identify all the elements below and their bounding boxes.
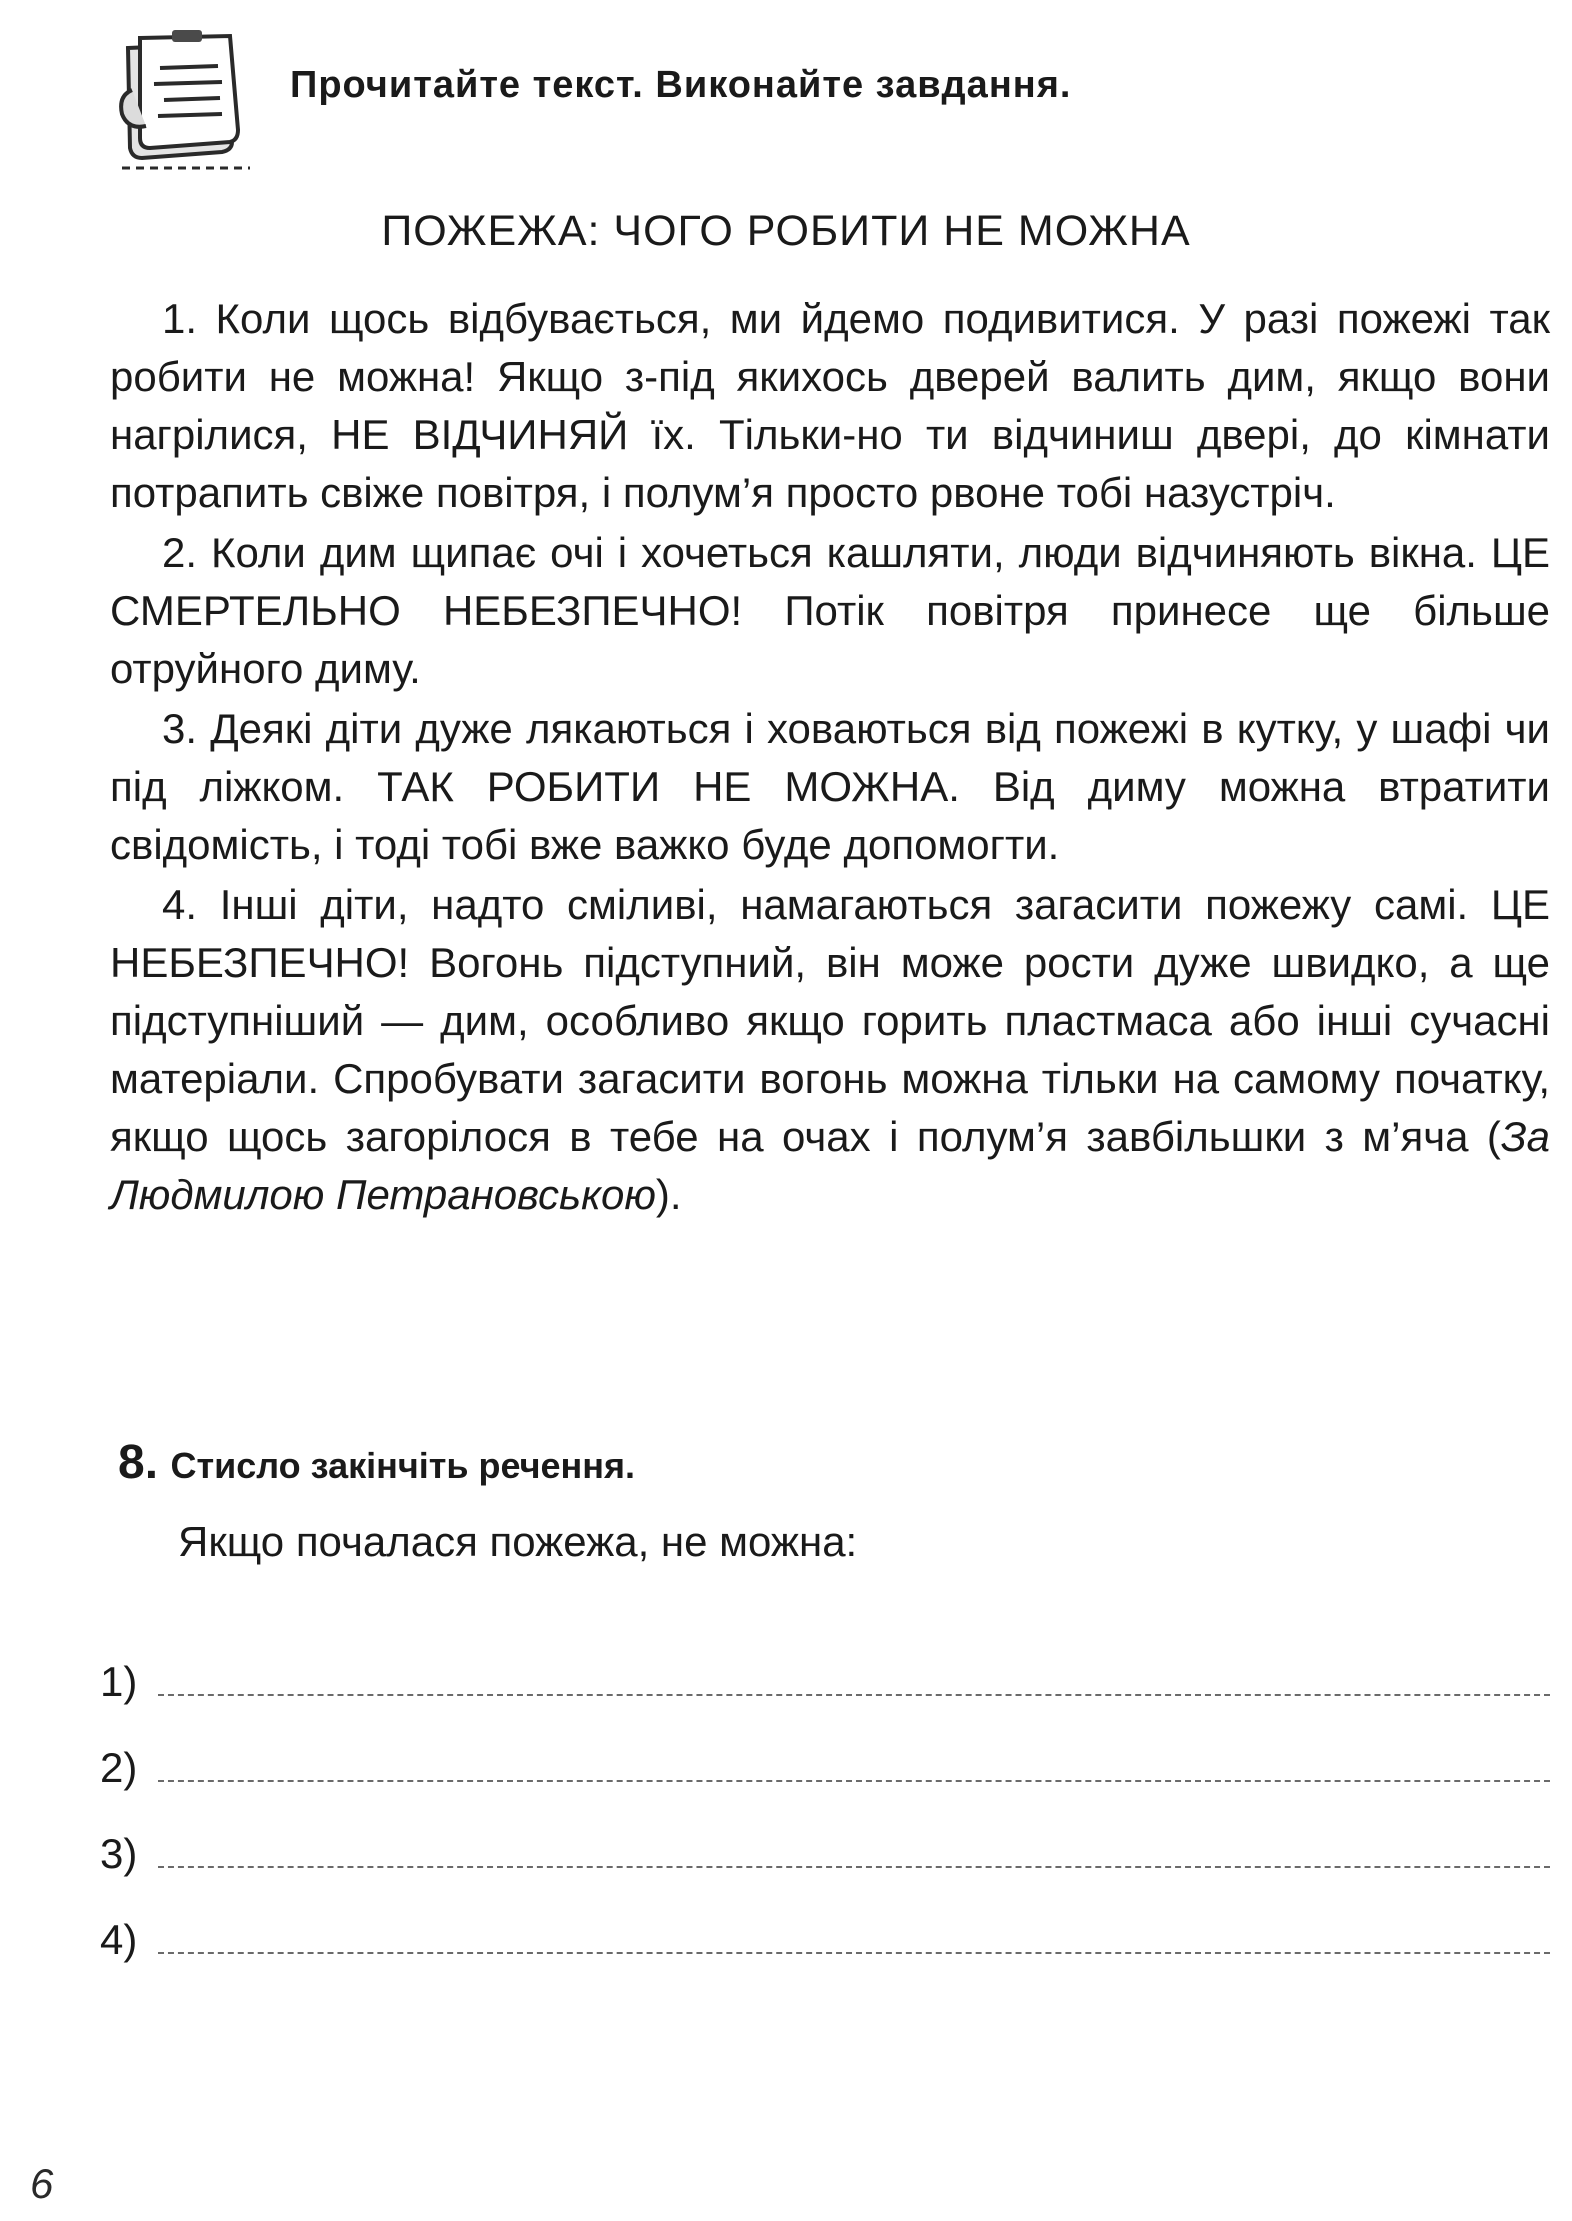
instruction-text: Прочитайте текст. Виконайте завдання. [290,64,1072,106]
source-open: ( [1468,1113,1501,1160]
answer-field-2[interactable] [158,1750,1550,1782]
paragraph-4-text: 4. Інші діти, надто сміливі, намагаються загасити пожежу самі. ЦЕ НЕБЕЗПЕЧНО! Вогонь підступний, він може рости дуже швидко, а ще підступніший — дим, особливо якщо горить пластмаса або інші сучасні матеріали. Спробувати загасити вогонь можна тільки на самому початку, якщо щось загорілося в тебе на очах і полум’я завбільшки з м’яча [110,881,1550,1160]
answer-row [100,1878,1550,1964]
paragraph-4 [110,876,1550,1224]
story-text [110,290,1550,1226]
notepad-icon [110,30,260,180]
paragraph-3: 3. Деякі діти дуже лякаються і ховаються від пожежі в кутку, у шафі чи під ліжком. ТАК РОБИТИ НЕ МОЖНА. Від диму можна втратити свідомість, і тоді тобі вже важко буде допомогти. [110,705,1550,868]
paragraph-2: 2. Коли дим щипає очі і хочеться кашляти, люди відчиняють вікна. ЦЕ СМЕРТЕЛЬНО НЕБЕЗПЕЧНО! Потік повітря принесе ще більше отруйного диму. [110,529,1550,692]
answer-field-3[interactable] [158,1836,1550,1868]
story-title: ПОЖЕЖА: ЧОГО РОБИТИ НЕ МОЖНА [381,207,1191,255]
answer-row [100,1620,1550,1706]
answer-field-1[interactable] [158,1664,1550,1696]
task-heading [118,1435,1518,1490]
answer-label: 4) [100,1916,138,1963]
source-author: За Людмилою Петрановською [110,1113,1550,1218]
task-header [110,30,1510,180]
answer-row [100,1706,1550,1792]
answer-label: 2) [100,1744,138,1791]
source-close: ). [655,1171,682,1218]
task-text: Стисло закінчіть речення. [170,1445,636,1486]
answer-row [100,1792,1550,1878]
paragraph-1: 1. Коли щось відбувається, ми йдемо подивитися. У разі пожежі так робити не можна! Якщо з-під якихось дверей валить дим, якщо вони нагрілися, НЕ ВІДЧИНЯЙ їх. Тільки-но ти відчиниш двері, до кімнати потрапить свіже повітря, і полум’я просто рвоне тобі назустріч. [110,295,1550,516]
answer-label: 1) [100,1658,138,1705]
answer-field-4[interactable] [158,1922,1550,1954]
task-prompt: Якщо почалася пожежа, не можна: [178,1518,858,1565]
answer-list [100,1620,1550,1964]
task-number: 8. [118,1436,159,1489]
answer-label: 3) [100,1830,138,1877]
page-number: 6 [30,2160,54,2207]
